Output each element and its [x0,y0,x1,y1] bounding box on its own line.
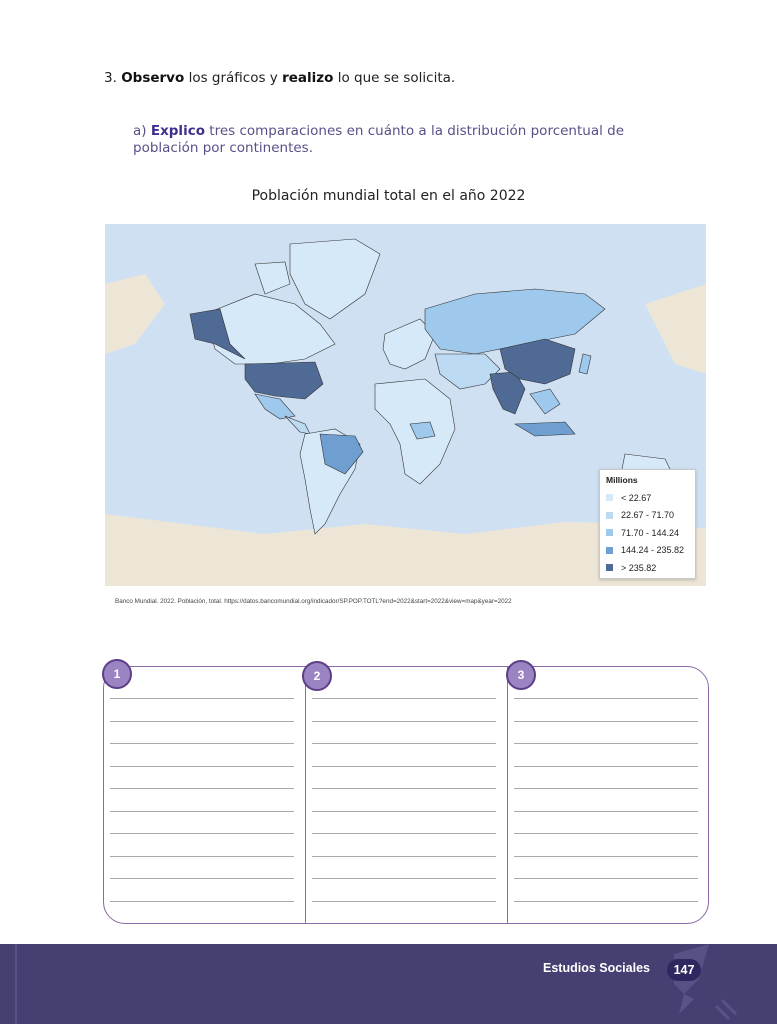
writing-line[interactable] [110,901,294,902]
legend-label: 71.70 - 144.24 [621,527,680,538]
legend-item [606,542,689,560]
writing-line[interactable] [312,811,496,812]
legend-label: < 22.67 [621,492,652,503]
legend-item [606,559,689,577]
legend-item [606,524,689,542]
page-number: 147 [667,959,701,981]
column-divider [305,667,306,923]
writing-line[interactable] [514,743,698,744]
writing-line[interactable] [514,766,698,767]
writing-line[interactable] [110,811,294,812]
writing-line[interactable] [312,721,496,722]
legend-item [606,489,689,507]
question-text-2: lo que se solicita. [337,70,456,86]
source-citation: Banco Mundial. 2022. Población, total. https://datos.bancomundial.org/indicador/SP.POP.TOTL?end=2022&start=2022&view=map&year=2022 [115,598,512,605]
writing-line[interactable] [110,766,294,767]
writing-line[interactable] [312,901,496,902]
legend-title: Millions [606,475,638,485]
legend-swatch [606,547,613,554]
writing-line[interactable] [312,833,496,834]
writing-line[interactable] [110,856,294,857]
writing-line[interactable] [514,721,698,722]
writing-line[interactable] [110,743,294,744]
writing-line[interactable] [110,698,294,699]
map-legend [599,469,696,579]
sub-question-letter: a) [133,123,147,139]
sub-question-verb: Explico [150,123,205,139]
legend-item [606,507,689,525]
answer-number-badge: 2 [302,661,332,691]
writing-line[interactable] [312,766,496,767]
writing-line[interactable] [110,721,294,722]
writing-line[interactable] [312,698,496,699]
writing-line[interactable] [514,856,698,857]
rocket-icon [654,944,744,1024]
question-number: 3. [104,70,117,86]
writing-line[interactable] [514,788,698,789]
legend-swatch [606,512,613,519]
writing-line[interactable] [312,878,496,879]
answer-number-badge: 1 [102,659,132,689]
writing-line[interactable] [514,698,698,699]
question-verb-realizo: realizo [282,70,334,86]
writing-line[interactable] [312,743,496,744]
writing-line[interactable] [514,833,698,834]
question-3 [104,70,455,86]
writing-line[interactable] [312,856,496,857]
sub-question-text: tres comparaciones en cuánto a la distribución porcentual de población por continentes. [133,123,625,156]
writing-line[interactable] [110,878,294,879]
column-divider [507,667,508,923]
legend-swatch [606,529,613,536]
writing-line[interactable] [110,788,294,789]
legend-label: > 235.82 [621,562,657,573]
legend-label: 144.24 - 235.82 [621,545,685,556]
footer-stripe [15,944,17,1024]
question-verb-observo: Observo [121,70,185,86]
sub-question-a [133,123,693,157]
legend-swatch [606,564,613,571]
legend-label: 22.67 - 71.70 [621,510,675,521]
world-population-map [105,224,706,586]
writing-line[interactable] [514,878,698,879]
writing-line[interactable] [110,833,294,834]
answer-box [103,666,709,924]
map-title: Población mundial total en el año 2022 [251,188,526,204]
footer-subject: Estudios Sociales [543,961,650,975]
question-text-1: los gráficos y [188,70,278,86]
legend-swatch [606,494,613,501]
writing-line[interactable] [514,811,698,812]
answer-number-badge: 3 [506,660,536,690]
writing-line[interactable] [514,901,698,902]
writing-line[interactable] [312,788,496,789]
